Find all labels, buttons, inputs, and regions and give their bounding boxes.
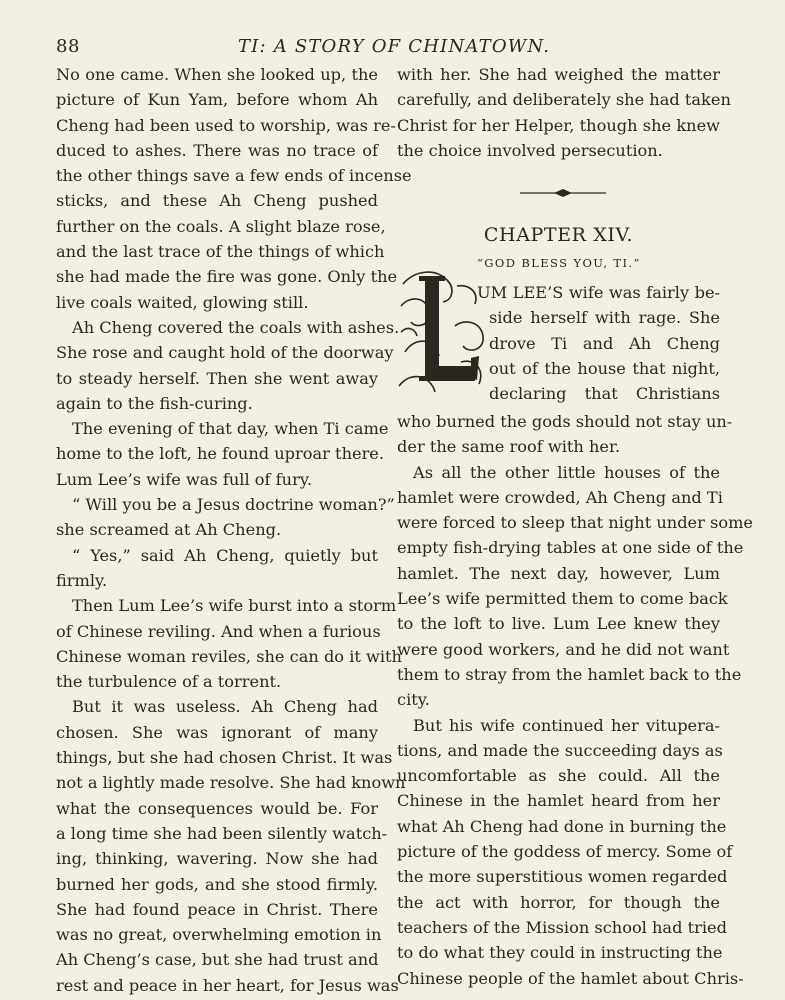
text-line: out of the house that night,	[489, 358, 720, 378]
text-line: picture of Kun Yam, before whom Ah	[56, 90, 378, 110]
text-line: She had found peace in Christ. There	[56, 899, 378, 919]
text-line: the act with horror, for though the	[397, 892, 720, 912]
text-line: city.	[397, 690, 430, 710]
running-title: TI: A STORY OF CHINATOWN.	[238, 36, 551, 57]
text-line: picture of the goddess of mercy. Some of	[397, 842, 733, 862]
text-line: tions, and made the succeeding days as	[397, 740, 723, 760]
chapter-title: CHAPTER XIV.	[483, 224, 634, 246]
text-line: drove Ti and Ah Cheng	[489, 333, 720, 353]
text-line: the other things save a few ends of incense	[56, 166, 412, 186]
text-line: further on the coals. A slight blaze rose,	[56, 216, 386, 236]
paragraph-start: As all the other little houses of the	[413, 462, 720, 482]
text-line: the turbulence of a torrent.	[56, 672, 282, 692]
chapter-epigraph: “GOD BLESS YOU, TI.”	[477, 256, 641, 270]
text-line: sticks, and these Ah Cheng pushed	[56, 191, 378, 211]
text-line: and the last trace of the things of which	[56, 242, 385, 262]
paragraph-start: The evening of that day, when Ti came	[72, 419, 389, 439]
text-line: No one came. When she looked up, the	[56, 65, 378, 84]
text-line: Ah Cheng’s case, but she had trust and	[56, 950, 379, 970]
right-column-lower	[397, 409, 754, 991]
text-line: carefully, and deliberately she had taken	[397, 90, 731, 110]
text-line: Chinese people of the hamlet about Chris-	[397, 968, 744, 988]
left-column	[56, 62, 412, 998]
text-line: chosen. She was ignorant of many	[56, 722, 378, 742]
text-line: declaring that Christians	[489, 384, 720, 404]
text-line: with her. She had weighed the matter	[397, 65, 720, 84]
ornament-divider-icon	[518, 186, 608, 200]
text-line: to steady herself. Then she went away	[56, 368, 378, 388]
text-line: Chinese in the hamlet heard from her	[397, 791, 720, 811]
text-line: live coals waited, glowing still.	[56, 292, 309, 312]
paragraph-start: Then Lum Lee’s wife burst into a storm	[72, 596, 397, 616]
text-line: to do what they could in instructing the	[397, 943, 723, 963]
text-line: uncomfortable as she could. All the	[397, 766, 720, 786]
text-line: was no great, overwhelming emotion in	[56, 925, 382, 945]
text-line: a long time she had been silently watch-	[56, 823, 388, 843]
paragraph-start: But it was useless. Ah Cheng had	[72, 697, 378, 717]
text-line: side herself with rage. She	[489, 308, 720, 328]
text-line: duced to ashes. There was no trace of	[56, 140, 378, 160]
page-number: 88	[56, 36, 80, 57]
paragraph-start: But his wife continued her vitupera-	[413, 715, 720, 735]
text-line: what Ah Cheng had done in burning the	[397, 816, 727, 836]
text-line: were forced to sleep that night under some	[397, 513, 754, 533]
text-line: who burned the gods should not stay un-	[397, 412, 733, 431]
text-line: the more superstitious women regarded	[397, 867, 728, 887]
text-line: der the same roof with her.	[397, 437, 621, 457]
text-line: Cheng had been used to worship, was re-	[56, 115, 396, 135]
paragraph-start: “ Will you be a Jesus doctrine woman?”	[72, 495, 395, 515]
paragraph-start: “ Yes,” said Ah Cheng, quietly but	[72, 545, 378, 565]
text-line: hamlet were crowded, Ah Cheng and Ti	[397, 487, 723, 507]
text-line: hamlet. The next day, however, Lum	[397, 563, 720, 583]
text-line: Lum Lee’s wife was full of fury.	[56, 469, 312, 489]
text-line: rest and peace in her heart, for Jesus was	[56, 975, 399, 995]
text-line: ing, thinking, wavering. Now she had	[56, 849, 378, 869]
text-line: she had made the fire was gone. Only the	[56, 267, 398, 287]
text-line: firmly.	[56, 570, 108, 590]
text-line: home to the loft, he found uproar there.	[56, 444, 385, 464]
text-line: she screamed at Ah Cheng.	[56, 520, 282, 540]
text-line: again to the fish-curing.	[56, 393, 253, 413]
text-line: to the loft to live. Lum Lee knew they	[397, 614, 720, 634]
text-line: empty fish-drying tables at one side of the	[397, 538, 744, 558]
decorative-drop-cap-icon	[395, 266, 488, 406]
text-line: the choice involved persecution.	[397, 140, 663, 160]
text-line: Lee’s wife permitted them to come back	[397, 589, 728, 609]
text-line: of Chinese reviling. And when a furious	[56, 621, 381, 641]
text-line: them to stray from the hamlet back to the	[397, 664, 742, 684]
running-header	[0, 36, 785, 62]
text-line: things, but she had chosen Christ. It was	[56, 748, 393, 768]
text-line: UM LEE’S wife was fairly be-	[477, 283, 720, 302]
text-line: were good workers, and he did not want	[397, 639, 730, 659]
text-line: teachers of the Mission school had tried	[397, 917, 727, 937]
text-line: Christ for her Helper, though she knew	[397, 115, 720, 135]
text-line: burned her gods, and she stood firmly.	[56, 874, 378, 894]
text-line: not a lightly made resolve. She had known	[56, 773, 406, 793]
text-line: Chinese woman reviles, she can do it with	[56, 646, 402, 666]
text-line: She rose and caught hold of the doorway	[56, 343, 394, 363]
dropcap-beside-text	[477, 283, 720, 409]
right-column-top	[397, 62, 731, 163]
text-line: what the consequences would be. For	[56, 798, 378, 818]
paragraph-start: Ah Cheng covered the coals with ashes.	[72, 317, 400, 337]
